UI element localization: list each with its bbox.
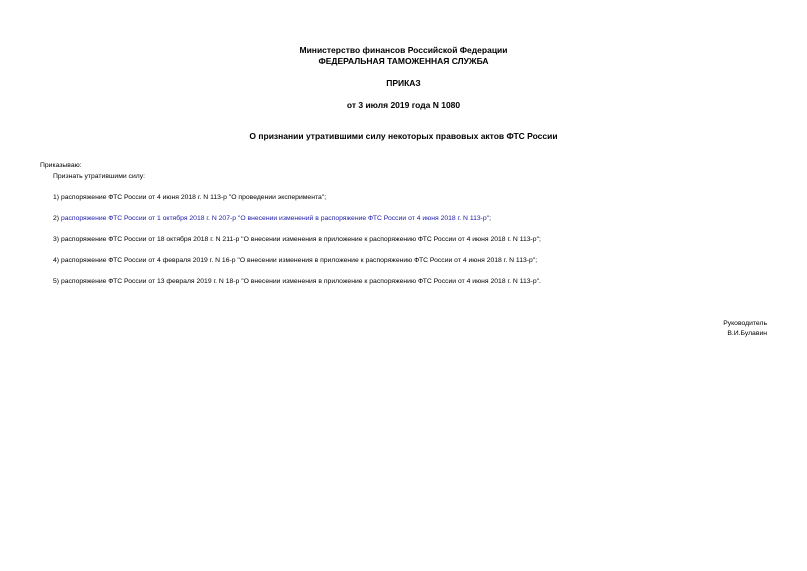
doc-type: ПРИКАЗ [386, 78, 421, 88]
signature-name: В.И.Булавин [727, 330, 767, 337]
intro-text: Признать утратившими силу: [53, 173, 146, 180]
list-item [53, 193, 326, 202]
list-item-text: распоряжение ФТС России от 4 июня 2018 г. N 113-р "О проведении эксперимента"; [60, 194, 327, 201]
list-item [53, 214, 491, 223]
list-item [53, 277, 541, 286]
list-item-number: 5) [53, 278, 61, 285]
list-item-link[interactable]: распоряжение ФТС России от 1 октября 2018 г. N 207-р "О внесении изменений в распоряжение ФТС России от 4 июня 2018 г. N 113-р" [60, 215, 490, 222]
doc-title: О признании утратившими силу некоторых правовых актов ФТС России [249, 131, 558, 141]
list-item-text: распоряжение ФТС России от 13 февраля 2019 г. N 18-р "О внесении изменения в приложение к распоряжению ФТС России от 4 июня 2018 г. N 113-р". [60, 278, 541, 285]
ministry-heading: Министерство финансов Российской Федерации [299, 45, 508, 55]
list-item [53, 235, 541, 244]
list-item [53, 256, 537, 265]
list-item-text: распоряжение ФТС России от 4 февраля 2019 г. N 16-р "О внесении изменения в приложение к распоряжению ФТС России от 4 июня 2018 г. N 113-р"; [60, 257, 538, 264]
list-item-number: 3) [53, 236, 61, 243]
list-item-suffix: ; [489, 215, 491, 222]
list-item-number: 1) [53, 194, 61, 201]
order-word: Приказываю: [40, 162, 82, 169]
list-item-text: распоряжение ФТС России от 18 октября 2018 г. N 211-р "О внесении изменения в приложение к распоряжению ФТС России от 4 июня 2018 г. N 113-р"; [60, 236, 541, 243]
list-item-number: 2) [53, 215, 61, 222]
list-item-number: 4) [53, 257, 61, 264]
service-heading: ФЕДЕРАЛЬНАЯ ТАМОЖЕННАЯ СЛУЖБА [318, 56, 489, 66]
signature-position: Руководитель [723, 320, 767, 327]
doc-date: от 3 июля 2019 года N 1080 [346, 100, 461, 110]
